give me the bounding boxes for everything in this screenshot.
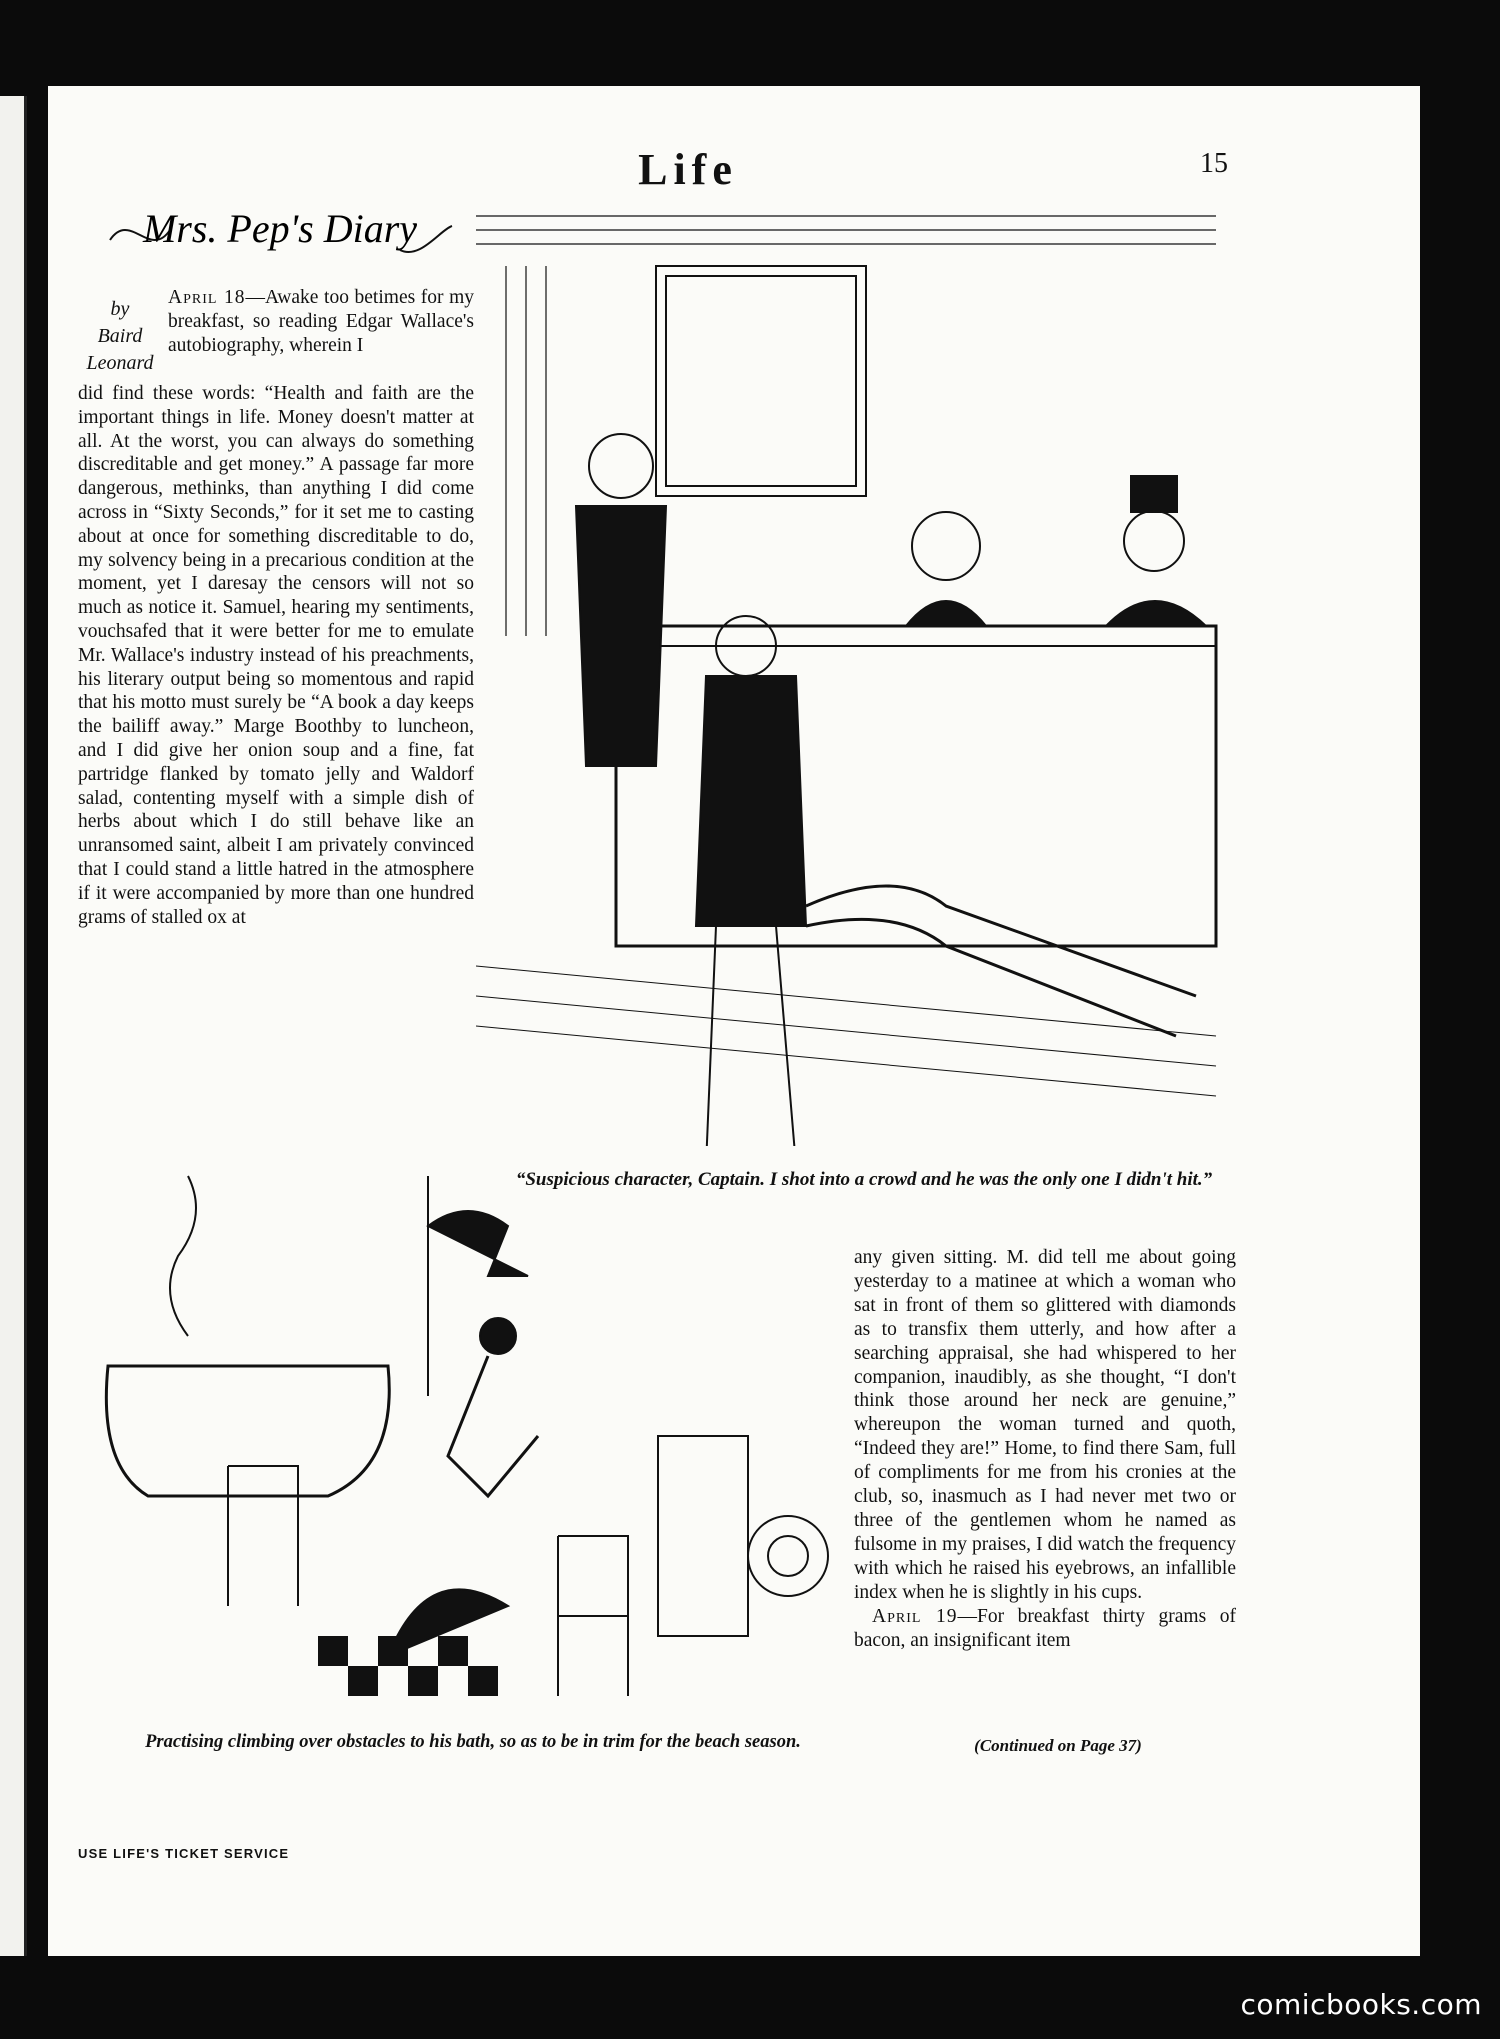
continued-notice: (Continued on Page 37) [974, 1736, 1142, 1755]
cartoon-bath-obstacles [68, 1136, 848, 1726]
byline-last-name: Leonard [86, 352, 154, 374]
article-title-lettering [100, 190, 460, 270]
masthead: Life [638, 145, 738, 194]
byline-by: by [110, 298, 130, 320]
para2-text: —For breakfast thirty grams of bacon, an insignificant item [854, 1605, 1236, 1651]
article-intro [168, 286, 474, 357]
article-paragraph-2 [854, 1605, 1236, 1653]
bath-obstacles-drawing [68, 1136, 848, 1726]
police-court-drawing [476, 206, 1236, 1146]
para2-date: April 19 [872, 1605, 958, 1627]
byline-first-name: Baird [97, 325, 143, 347]
page-number: 15 [1200, 148, 1228, 179]
site-watermark: comicbooks.com [1240, 1988, 1482, 2021]
footer-ad: USE LIFE'S TICKET SERVICE [78, 1846, 290, 1861]
magazine-page [48, 86, 1420, 1956]
cartoon-police-court [476, 206, 1236, 1146]
article-body-right-text: any given sitting. M. did tell me about going yesterday to a matinee at which a woman who sat in front of them so glittered with diamonds as to transfix them utterly, and how after a searching appraisal, she had whispered to her companion, inaudibly, as she thought, “I don't think those around her neck are genuine,” whereupon the woman turned and quoth, “Indeed they are!” Home, to find there Sam, full of compliments for me from his cronies at the club, so, inasmuch as I had never met two or three of the gentlemen whom he named as fulsome in my praises, I did watch the frequency with which he raised his eyebrows, an infallible index when he is slightly in his cups. [854, 1247, 1236, 1603]
cartoon-bath-caption: Practising climbing over obstacles to his bath, so as to be in trim for the beach season. [145, 1732, 801, 1752]
byline [78, 296, 162, 377]
article-title-text: Mrs. Pep's Diary [142, 206, 418, 251]
intro-date: April 18 [168, 287, 246, 308]
article-title [100, 190, 460, 270]
article-body-left: did find these words: “Health and faith are the important things in life. Money doesn't matter at all. At the worst, you can always do something discreditable and get money.” A passage far more dangerous, methinks, than anything I did come across in “Sixty Seconds,” for it set me to casting about at once for something discreditable to do, my solvency being in a precarious condition at the moment, yet I daresay the censors will not so much as notice it. Samuel, hearing my sentiments, vouchsafed that it were better for me to emulate Mr. Wallace's industry instead of his preachments, his literary output being so momentous and rapid that his motto must surely be “A book a day keeps the bailiff away.” Marge Boothby to luncheon, and I did give her onion soup and a fine, fat partridge flanked by tomato jelly and Waldorf salad, contenting myself with a simple dish of herbs about which I do still behave like an unransomed saint, albeit I am privately convinced that I could stand a little hatred in the atmosphere if it were accompanied by more than one hundred grams of stalled ox at [78, 383, 474, 928]
adjacent-page-edge [0, 96, 27, 1956]
article-body-right [854, 1246, 1236, 1652]
intro-text: —Awake too betimes for my breakfast, so reading Edgar Wallace's autobiography, wherein I [168, 287, 474, 356]
cartoon-police-court-caption: “Suspicious character, Captain. I shot into a crowd and he was the only one I didn't hit.” [515, 1169, 1213, 1190]
